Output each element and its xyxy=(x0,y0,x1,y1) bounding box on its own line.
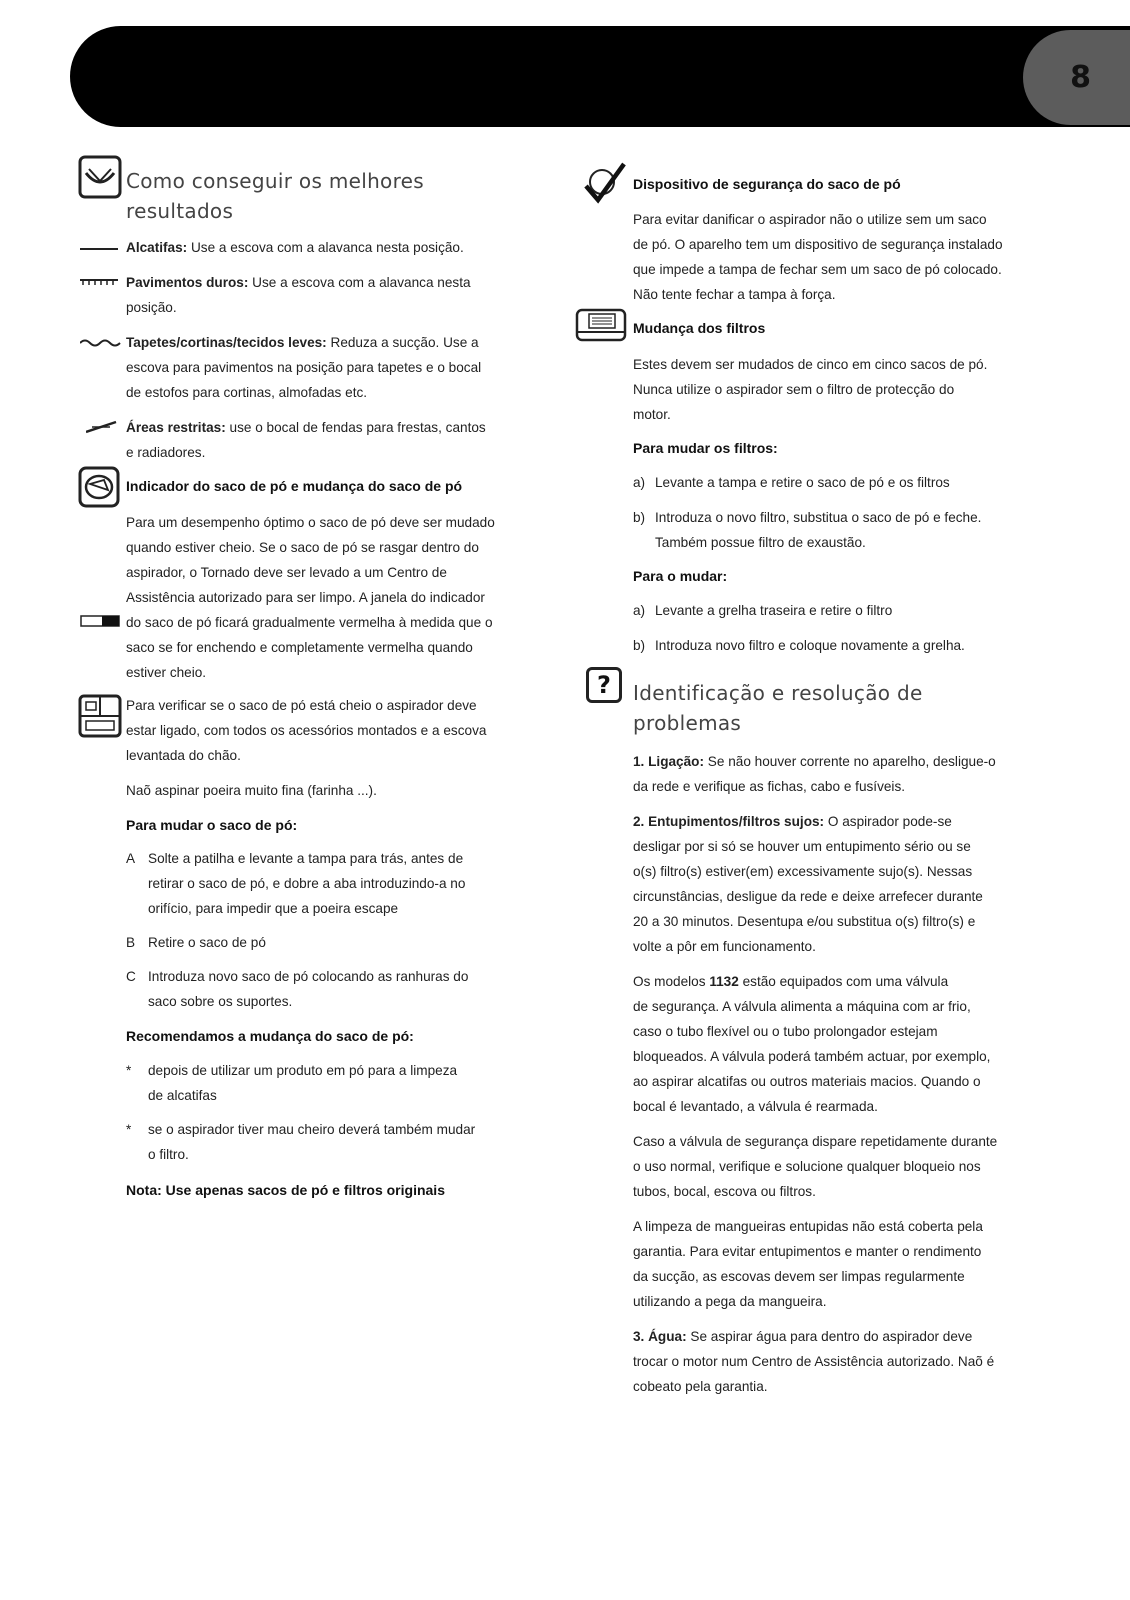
safety-check-icon xyxy=(582,160,628,206)
change-grille-filter-heading: Para o mudar: xyxy=(633,568,728,584)
bullet-line: se o aspirador tiver mau cheiro deverá também mudar xyxy=(148,1122,476,1137)
item-restricted-areas: Áreas restritas: use o bocal de fendas para frestas, cantos xyxy=(126,420,486,435)
water-line: trocar o motor num Centro de Assistência autorizado. Naõ é xyxy=(633,1354,995,1369)
question-mark-icon: ? xyxy=(586,667,622,703)
safety-heading: Dispositivo de segurança do saco de pó xyxy=(633,176,901,192)
item-hard-floors-line2: posição. xyxy=(126,300,177,315)
valve-line: bloqueados. A válvula poderá também actuar, por exemplo, xyxy=(633,1049,991,1064)
valve-trip-line: Caso a válvula de segurança dispare repetidamente durante xyxy=(633,1134,998,1149)
item-rugs-line3: de estofos para cortinas, almofadas etc. xyxy=(126,385,368,400)
step-line: Introduza novo saco de pó colocando as ranhuras do xyxy=(148,969,469,984)
step-line: Introduza o novo filtro, substitua o saco de pó e feche. xyxy=(655,510,982,525)
step-line: Introduza novo filtro e coloque novamente a grelha. xyxy=(655,638,965,653)
bullet-marker: * xyxy=(126,1063,132,1078)
crevice-tool-icon xyxy=(86,420,118,434)
blockage-line: circunstâncias, desligue da rede e deixe arrefecer durante xyxy=(633,889,983,904)
step-letter: a) xyxy=(633,475,646,490)
safety-line: Para evitar danificar o aspirador não o utilize sem um saco xyxy=(633,212,987,227)
fine-dust-warning: Naõ aspinar poeira muito fina (farinha ...). xyxy=(126,783,377,798)
bullet-line: de alcatifas xyxy=(148,1088,217,1103)
step-letter: C xyxy=(126,969,136,984)
item-rugs: Tapetes/cortinas/tecidos leves: Reduza a sucção. Use a xyxy=(126,335,479,350)
blockage-line: 20 a 30 minutos. Desentupa e/ou substitua o(s) filtro(s) e xyxy=(633,914,976,929)
dust-bag-para-line: do saco de pó ficará gradualmente vermelha à medida que o xyxy=(126,615,493,630)
blockage-paragraph: 2. Entupimentos/filtros sujos: O aspirador pode-se xyxy=(633,814,952,829)
bullet-marker: * xyxy=(126,1122,132,1137)
connection-paragraph: 1. Ligação: Se não houver corrente no aparelho, desligue-o xyxy=(633,754,996,769)
step-letter: B xyxy=(126,935,136,950)
step-line: Também possue filtro de exaustão. xyxy=(655,535,866,550)
valve-line: de segurança. A válvula alimenta a máquina com ar frio, xyxy=(633,999,971,1014)
step-line: Solte a patilha e levante a tampa para trás, antes de xyxy=(148,851,464,866)
dust-bag-para-line: quando estiver cheio. Se o saco de pó se rasgar dentro do xyxy=(126,540,479,555)
valve-paragraph: Os modelos 1132 estão equipados com uma válvula xyxy=(633,974,949,989)
safety-line: Não tente fechar a tampa à força. xyxy=(633,287,836,302)
dust-bag-para-line: estiver cheio. xyxy=(126,665,207,680)
item-restricted-areas-line2: e radiadores. xyxy=(126,445,206,460)
blockage-line: o(s) filtro(s) estiver(em) excessivamente sujo(s). Nessas xyxy=(633,864,973,879)
hose-warranty-line: utilizando a pega da mangueira. xyxy=(633,1294,827,1309)
valve-trip-line: o uso normal, verifique e solucione qualquer bloqueio nos xyxy=(633,1159,981,1174)
step-line: saco sobre os suportes. xyxy=(148,994,293,1009)
connection-line: da rede e verifique as fichas, cabo e fusíveis. xyxy=(633,779,906,794)
filters-line: Nunca utilize o aspirador sem o filtro de protecção do xyxy=(633,382,955,397)
item-hard-floors: Pavimentos duros: Use a escova com a alavanca nesta xyxy=(126,275,471,290)
dust-bag-check-line: estar ligado, com todos os acessórios montados e a escova xyxy=(126,723,487,738)
bullet-line: depois de utilizar um produto em pó para a limpeza xyxy=(148,1063,458,1078)
water-line: cobeato pela garantia. xyxy=(633,1379,768,1394)
filters-heading: Mudança dos filtros xyxy=(633,320,766,336)
item-carpets: Alcatifas: Use a escova com a alavanca nesta posição. xyxy=(126,240,464,255)
best-results-title-line2: resultados xyxy=(126,199,234,223)
valve-line: ao aspirar alcatifas ou outros materiais macios. Quando o xyxy=(633,1074,981,1089)
recommend-heading: Recomendamos a mudança do saco de pó: xyxy=(126,1028,414,1044)
blockage-line: volte a pôr em funcionamento. xyxy=(633,939,816,954)
valve-line: bocal é levantado, a válvula é rearmada. xyxy=(633,1099,878,1114)
safety-line: de pó. O aparelho tem um dispositivo de segurança instalado xyxy=(633,237,1003,252)
hose-warranty-line: garantia. Para evitar entupimentos e manter o rendimento xyxy=(633,1244,982,1259)
item-rugs-line2: escova para pavimentos na posição para tapetes e o bocal xyxy=(126,360,482,375)
filters-line: Estes devem ser mudados de cinco em cinco sacos de pó. xyxy=(633,357,988,372)
step-letter: b) xyxy=(633,510,646,525)
filter-icon xyxy=(575,306,627,346)
page-number-tab xyxy=(1023,30,1130,125)
step-line: orifício, para impedir que a poeira escape xyxy=(148,901,399,916)
dust-bag-para-line: aspirador, o Tornado deve ser levado a um Centro de xyxy=(126,565,447,580)
dust-bag-para-line: saco se for enchendo e completamente vermelha quando xyxy=(126,640,473,655)
best-results-icon xyxy=(78,155,122,199)
best-results-title-line1: Como conseguir os melhores xyxy=(126,169,424,193)
safety-line: que impede a tampa de fechar sem um saco de pó colocado. xyxy=(633,262,1002,277)
blockage-line: desligar por si só se houver um entupimento sério ou se xyxy=(633,839,971,854)
header-bar xyxy=(70,26,1130,127)
valve-line: caso o tubo flexível ou o tubo prolongador estejam xyxy=(633,1024,938,1039)
vacuum-accessories-icon xyxy=(78,694,122,738)
step-line: retirar o saco de pó, e dobre a aba introduzindo-a no xyxy=(148,876,466,891)
step-letter: b) xyxy=(633,638,646,653)
curtains-wave-icon xyxy=(80,338,122,348)
dust-bag-heading: Indicador do saco de pó e mudança do saco de pó xyxy=(126,478,463,494)
troubleshooting-title-line2: problemas xyxy=(633,711,742,735)
dust-bag-check-line: levantada do chão. xyxy=(126,748,241,763)
step-line: Retire o saco de pó xyxy=(148,935,266,950)
dust-bag-para-line: Para um desempenho óptimo o saco de pó deve ser mudado xyxy=(126,515,495,530)
bullet-line: o filtro. xyxy=(148,1147,189,1162)
carpet-position-icon xyxy=(80,246,120,252)
step-line: Levante a grelha traseira e retire o filtro xyxy=(655,603,893,618)
step-line: Levante a tampa e retire o saco de pó e os filtros xyxy=(655,475,950,490)
filters-line: motor. xyxy=(633,407,671,422)
hose-warranty-line: da sucção, as escovas devem ser limpas regularmente xyxy=(633,1269,965,1284)
valve-trip-line: tubos, bocal, escova ou filtros. xyxy=(633,1184,816,1199)
change-filters-heading: Para mudar os filtros: xyxy=(633,440,778,456)
hose-warranty-line: A limpeza de mangueiras entupidas não está coberta pela xyxy=(633,1219,983,1234)
step-letter: a) xyxy=(633,603,646,618)
troubleshooting-title-line1: Identificação e resolução de xyxy=(633,681,923,705)
step-letter: A xyxy=(126,851,136,866)
original-parts-note: Nota: Use apenas sacos de pó e filtros originais xyxy=(126,1182,445,1198)
dust-bag-icon xyxy=(78,466,120,508)
dust-bag-para-line: Assistência autorizado para ser limpo. A janela do indicador xyxy=(126,590,485,605)
bag-indicator-window-icon xyxy=(80,615,120,627)
page-number: 8 xyxy=(1070,60,1091,95)
change-bag-heading: Para mudar o saco de pó: xyxy=(126,817,298,833)
hard-floor-position-icon xyxy=(80,278,120,286)
water-paragraph: 3. Água: Se aspirar água para dentro do aspirador deve xyxy=(633,1329,973,1344)
dust-bag-check-line: Para verificar se o saco de pó está cheio o aspirador deve xyxy=(126,698,477,713)
